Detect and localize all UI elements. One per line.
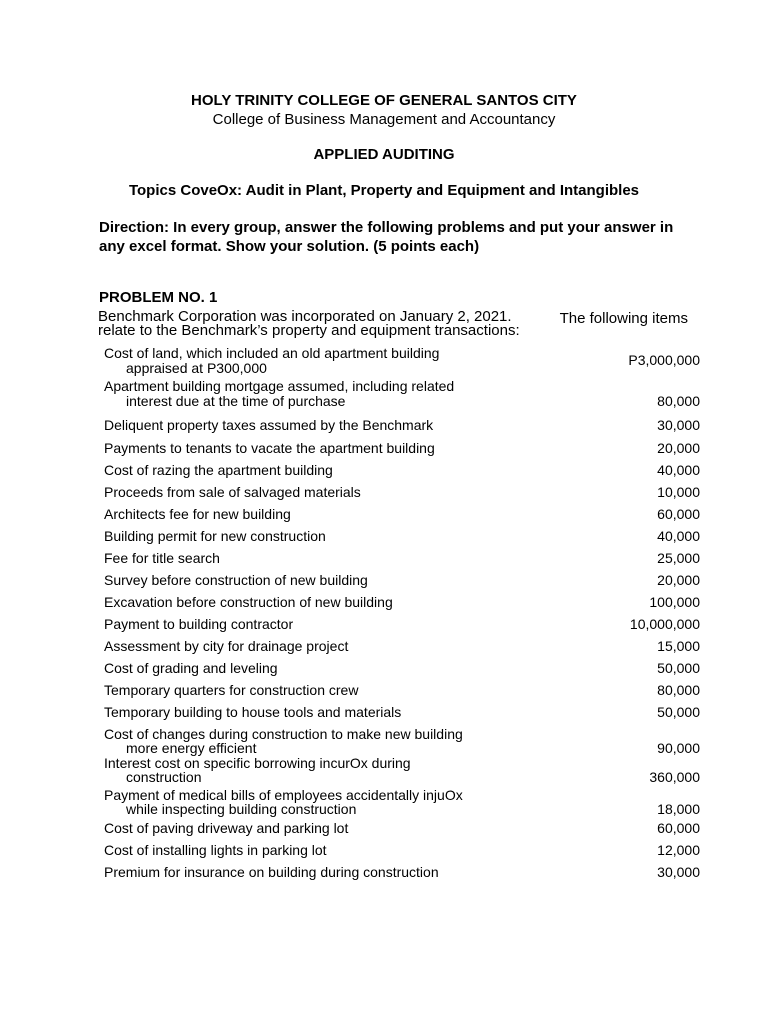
item-description	[104, 418, 433, 433]
item-amount: 12,000	[657, 841, 700, 858]
item-amount: 50,000	[657, 703, 700, 720]
item-amount: 10,000,000	[629, 615, 700, 632]
item-description	[104, 639, 348, 654]
item-amount: 60,000	[657, 819, 700, 836]
direction-line-2: any excel format. Show your solution. (5 points each)	[99, 238, 480, 255]
item-description	[104, 683, 358, 698]
table-row	[104, 683, 700, 698]
intro-right: The following items	[559, 310, 688, 327]
item-amount: 80,000	[657, 681, 700, 698]
item-amount: 30,000	[657, 863, 700, 880]
item-description	[104, 617, 293, 632]
table-row	[104, 639, 700, 654]
table-row	[104, 705, 700, 720]
topics-line: Topics CoveOx: Audit in Plant, Property and Equipment and Intangibles	[128, 182, 640, 199]
direction-text	[99, 218, 699, 256]
item-description-line: Cost of land, which included an old apartment building	[104, 345, 440, 361]
item-description-line: Cost of paving driveway and parking lot	[104, 819, 349, 836]
item-amount: 360,000	[649, 769, 700, 785]
table-row	[104, 529, 700, 544]
item-description-line: Apartment building mortgage assumed, including related	[104, 378, 455, 394]
table-row	[104, 865, 700, 880]
problem-intro	[98, 310, 688, 338]
item-description	[104, 507, 291, 522]
intro-left: Benchmark Corporation was incorporated on January 2, 2021.	[98, 308, 512, 325]
item-description	[104, 441, 435, 456]
item-description-line: Temporary building to house tools and materials	[104, 703, 402, 720]
item-description	[104, 727, 463, 756]
item-amount: 18,000	[657, 801, 700, 817]
item-description	[104, 346, 439, 375]
item-description	[104, 551, 220, 566]
item-description	[104, 463, 333, 478]
item-description	[104, 843, 327, 858]
item-description-line: Cost of changes during construction to make new building	[104, 725, 463, 742]
item-amount: 25,000	[657, 549, 700, 566]
item-description	[104, 788, 463, 817]
item-description-continuation: interest due at the time of purchase	[126, 392, 346, 409]
item-description-line: Assessment by city for drainage project	[104, 637, 349, 654]
item-amount: 100,000	[649, 593, 700, 610]
item-description-line: Payments to tenants to vacate the apartment building	[104, 439, 435, 456]
item-amount: 60,000	[657, 505, 700, 522]
item-description-line: Cost of installing lights in parking lot	[104, 841, 327, 858]
item-description	[104, 529, 326, 544]
intro-line-2: relate to the Benchmark’s property and equipment transactions:	[98, 322, 520, 339]
table-row	[104, 485, 700, 500]
item-amount: 80,000	[657, 392, 700, 409]
item-amount: 40,000	[657, 461, 700, 478]
item-description	[104, 661, 278, 676]
table-row	[104, 463, 700, 478]
table-row	[104, 843, 700, 858]
table-row	[104, 573, 700, 588]
item-description-continuation: more energy efficient	[126, 740, 257, 756]
problem-title: PROBLEM NO. 1	[99, 289, 218, 306]
item-description-continuation: appraised at P300,000	[126, 359, 267, 376]
item-description	[104, 573, 368, 588]
item-description	[104, 485, 361, 500]
item-description	[104, 756, 411, 785]
items-list	[104, 346, 700, 887]
item-amount: P3,000,000	[628, 352, 700, 368]
item-description-line: Temporary quarters for construction crew	[104, 681, 359, 698]
item-amount: 20,000	[657, 439, 700, 456]
item-description	[104, 379, 454, 408]
table-row	[104, 617, 700, 632]
item-description-line: Cost of razing the apartment building	[104, 461, 333, 478]
item-description-line: Premium for insurance on building during construction	[104, 863, 439, 880]
item-amount: 50,000	[657, 659, 700, 676]
item-description	[104, 821, 348, 836]
item-description-line: Proceeds from sale of salvaged materials	[104, 483, 361, 500]
item-amount: 30,000	[657, 417, 700, 433]
course-title: APPLIED AUDITING	[313, 146, 455, 163]
table-row	[104, 418, 700, 433]
table-row	[104, 379, 700, 408]
item-amount: 10,000	[657, 483, 700, 500]
item-description	[104, 705, 401, 720]
item-description	[104, 595, 393, 610]
direction-line-1: Direction: In every group, answer the following problems and put your answer in	[99, 219, 674, 236]
item-description-continuation: while inspecting building construction	[126, 801, 357, 817]
item-description-continuation: construction	[126, 769, 202, 785]
item-description-line: Excavation before construction of new building	[104, 593, 393, 610]
item-description-line: Deliquent property taxes assumed by the Benchmark	[104, 417, 434, 433]
item-description-line: Payment to building contractor	[104, 615, 294, 632]
item-description-line: Cost of grading and leveling	[104, 659, 278, 676]
table-row	[104, 756, 700, 785]
table-row	[104, 441, 700, 456]
table-row	[104, 551, 700, 566]
item-description-line: Survey before construction of new building	[104, 571, 368, 588]
item-amount: 40,000	[657, 527, 700, 544]
item-description-line: Building permit for new construction	[104, 527, 326, 544]
item-description-line: Payment of medical bills of employees accidentally injuOx	[104, 786, 463, 803]
school-name: HOLY TRINITY COLLEGE OF GENERAL SANTOS CITY	[191, 92, 577, 109]
item-description-line: Architects fee for new building	[104, 505, 291, 522]
table-row	[104, 727, 700, 756]
table-row	[104, 595, 700, 610]
table-row	[104, 507, 700, 522]
table-row	[104, 821, 700, 836]
item-amount: 90,000	[657, 740, 700, 756]
table-row	[104, 661, 700, 676]
item-amount: 15,000	[657, 637, 700, 654]
item-amount: 20,000	[657, 571, 700, 588]
table-row	[104, 788, 700, 817]
table-row	[104, 346, 700, 375]
item-description-line: Interest cost on specific borrowing incurOx during	[104, 754, 411, 771]
item-description-line: Fee for title search	[104, 549, 220, 566]
item-description	[104, 865, 439, 880]
college-name: College of Business Management and Accountancy	[212, 111, 556, 128]
